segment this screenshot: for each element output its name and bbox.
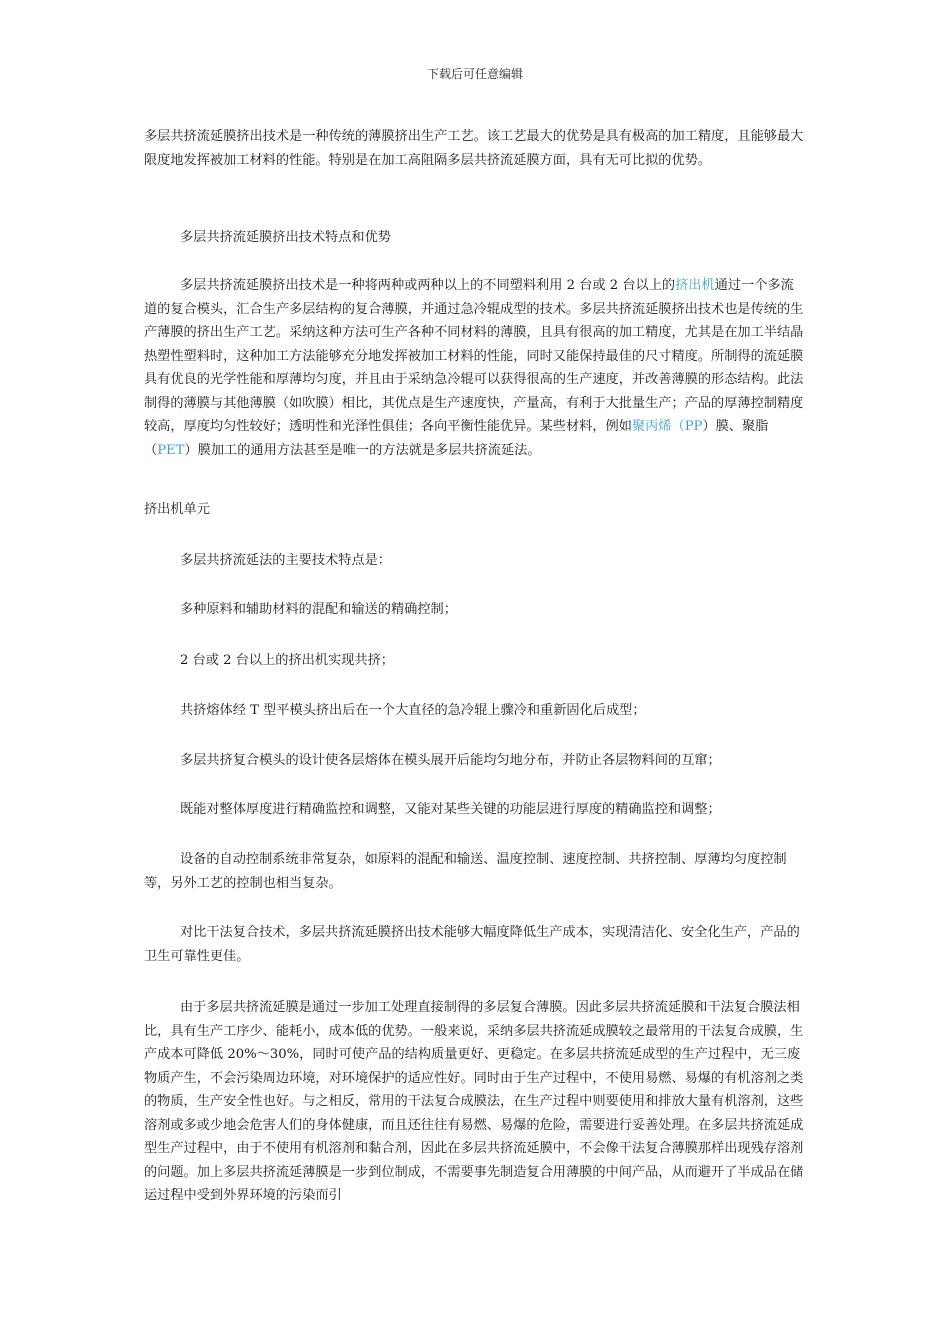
paragraph-technology — [144, 274, 804, 462]
extruder-link[interactable]: 挤出机 — [675, 278, 715, 293]
features-intro: 多层共挤流延法的主要技术特点是： — [180, 553, 391, 568]
feature-item: 多层共挤复合模头的设计使各层熔体在模头展开后能均匀地分布，并防止各层物料间的互窜； — [180, 753, 721, 768]
polypropylene-link[interactable]: 聚丙烯 — [631, 419, 672, 434]
section-title: 多层共挤流延膜挤出技术特点和优势 — [180, 230, 391, 245]
figure-caption: 挤出机单元 — [144, 502, 210, 517]
pet-link[interactable]: PET — [157, 442, 185, 458]
feature-item: 共挤熔体经 T 型平模头挤出后在一个大直径的急冷辊上骤冷和重新固化后成型； — [180, 703, 646, 718]
page-header: 下载后可任意编辑 — [426, 67, 523, 81]
feature-item: 多种原料和辅助材料的混配和输送的精确控制； — [180, 602, 457, 617]
paren-open: （ — [671, 419, 685, 434]
paragraph-control: 设备的自动控制系统非常复杂，如原料的混配和输送、温度控制、速度控制、共挤控制、厚薄均匀度控制等，另外工艺的控制也相当复杂。 — [144, 852, 787, 891]
feature-item: 2 台或 2 台以上的挤出机实现共挤； — [180, 653, 394, 668]
paragraph-text: ）膜、聚脂（ — [144, 419, 769, 458]
paragraph-text: ）膜加工的通用方法甚至是唯一的方法就是多层共挤流延法。 — [184, 442, 541, 458]
paragraph-compare: 对比干法复合技术，多层共挤流延膜挤出技术能够大幅度降低生产成本，实现清洁化、安全化生产，产品的卫生可靠性更佳。 — [144, 925, 800, 964]
paragraph-text: 通过一个多流道的复合模头，汇合生产多层结构的复合薄膜，并通过急冷辊成型的技术。多层共挤流延膜挤出技术也是传统的生产薄膜的挤出生产工艺。采纳这种方法可生产各种不同材料的薄膜，且具有很高的加工精度，尤其是在加工半结晶热塑性塑料时，这种加工方法能够充分地发挥被加工材料的性能，同时又能保持最佳的尺寸精度。所制得的流延膜具有优良的光学性能和厚薄均匀度，并且由于采纳急冷辊可以获得很高的生产速度，并改善薄膜的形态结构。此法制得的薄膜与其他薄膜（如吹膜）相比，其优点是生产速度快，产量高，有利于大批量生产；产品的厚薄控制精度较高，厚度均匀性较好；透明性和光泽性俱佳；各向平衡性能优异。某些材料，例如 — [144, 278, 804, 434]
paragraph-text: 多层共挤流延膜挤出技术是一种将两种或两种以上的不同塑料利用 2 台或 2 台以上的 — [180, 278, 676, 293]
pp-link[interactable]: PP — [684, 419, 703, 434]
feature-item: 既能对整体厚度进行精确监控和调整，又能对某些关键的功能层进行厚度的精确监控和调整； — [180, 802, 721, 817]
intro-paragraph: 多层共挤流延膜挤出技术是一种传统的薄膜挤出生产工艺。该工艺最大的优势是具有极高的加工精度，且能够最大限度地发挥被加工材料的性能。特别是在加工高阻隔多层共挤流延膜方面，具有无可比拟的优势。 — [144, 129, 804, 168]
paragraph-advantages: 由于多层共挤流延膜是通过一步加工处理直接制得的多层复合薄膜。因此多层共挤流延膜和干法复合膜法相比，具有生产工序少、能耗小，成本低的优势。一般来说，采纳多层共挤流延成膜较之最常用的干法复合成膜，生产成本可降低 20%～30%，同时可使产品的结构质量更好、更稳定。在多层共挤流延成型的生产过程中，无三废物质产生，不会污染周边环境，对环境保护的适应性好。同时由于生产过程中，不使用易燃、易爆的有机溶剂之类的物质，生产安全性也好。与之相反，常用的干法复合成膜法，在生产过程中则要使用和排放大量有机溶剂，这些溶剂或多或少地会危害人们的身体健康，而且还往往有易燃、易爆的危险，需要进行妥善处理。在多层共挤流延成型生产过程中，由于不使用有机溶剂和黏合剂，因此在多层共挤流延膜中，不会像干法复合薄膜那样出现残存溶剂的问题。加上多层共挤流延薄膜是一步到位制成，不需要事先制造复合用薄膜的中间产品，从而避开了半成品在储运过程中受到外界环境的污染而引 — [144, 1000, 804, 1203]
